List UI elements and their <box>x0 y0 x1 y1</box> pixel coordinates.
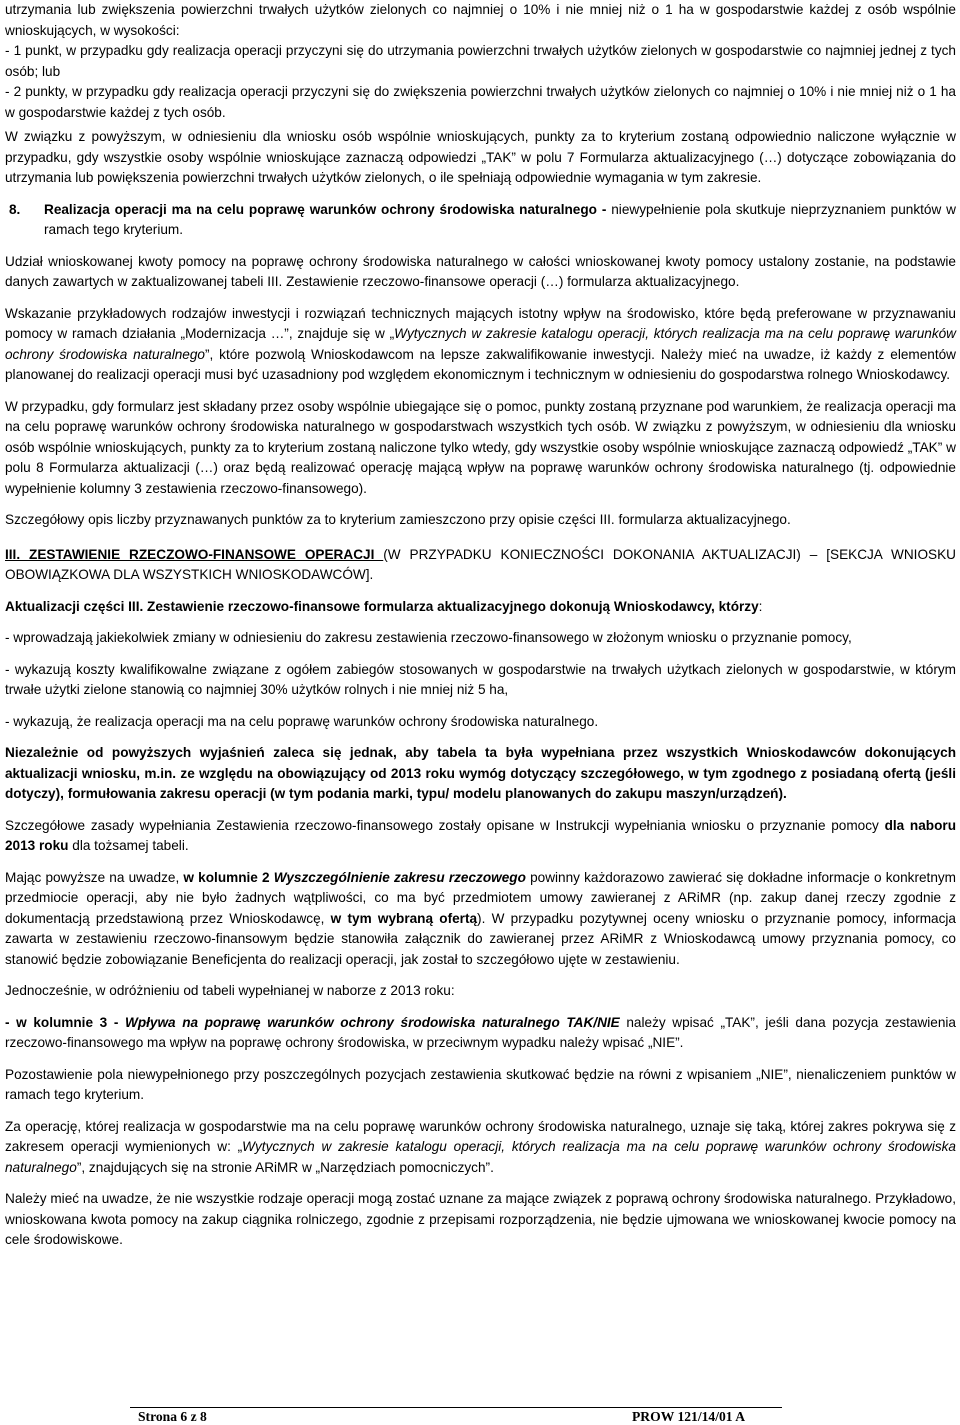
paragraph-majac <box>5 868 956 971</box>
column-title: Wpływa na poprawę warunków ochrony środowiska naturalnego TAK/NIE <box>124 1014 620 1030</box>
bullet-item: - wykazują koszty kwalifikowalne związane z ogółem zabiegów stosowanych w gospodarstwie na trwałych użytkach zielonych w gospodarstwie, w którym trwałe użytki zielone stanowią co najmniej 30% użytków rolnych i nie mniej niż 5 ha, <box>5 661 956 697</box>
bullet-item: - wykazują, że realizacja operacji ma na celu poprawę warunków ochrony środowiska naturalnego. <box>5 713 599 729</box>
paragraph-za-operacje <box>5 1117 956 1179</box>
text-run: - w kolumnie 3 - <box>5 1014 125 1030</box>
text-run: ). W przypadku pozytywnej oceny wniosku o przyznanie pomocy, informacja zawarta w zestawieniu rzeczowo-finansowym będzie stanowiła załącznik do zawieranej przez ARiMR z Wnioskodawcą umowy przyznania pomocy, co stanowić będzie zobowiązanie Beneficjenta do realizacji operacji, jak został to szczegółowo ujęte w zestawieniu. <box>5 910 956 967</box>
page-number: Strona 6 z 8 <box>138 1409 207 1424</box>
text-run: Wskazanie przykładowych rodzajów inwestycji i rozwiązań technicznych mających istotny wpływ na środowisko, które będą preferowane w przyznawaniu pomocy w ramach działania „Modernizacja …”, znajduje się w „ <box>5 305 956 341</box>
text-run: ”, które pozwolą Wnioskodawcom na lepsze zakwalifikowanie inwestycji. Należy mieć na uwadze, iż każdy z elementów planowanej do realizacji operacji musi być uzasadniony pod względem ekonomicznym i technicznym w odniesieniu do gospodarstwa rolnego Wnioskodawcy. <box>5 346 956 382</box>
text-run: ”, znajdujących się na stronie ARiMR w „Narzędziach pomocniczych”. <box>76 1159 494 1175</box>
paragraph-jednoczesnie: Jednocześnie, w odróżnieniu od tabeli wypełnianej w naborze z 2013 roku: <box>5 983 455 998</box>
intro-line: utrzymania lub zwiększenia powierzchni trwałych użytków zielonych co najmniej o 10% i nie mniej niż o 1 ha w gospodarstwie każdej z osób wspólnie wnioskujących, w wysokości: <box>5 2 956 38</box>
footer-divider <box>130 1407 782 1408</box>
text-run: : <box>758 598 763 614</box>
section-heading-3 <box>5 545 956 586</box>
criterion-title: Realizacja operacji ma na celu poprawę warunków ochrony środowiska naturalnego - <box>44 201 607 217</box>
section-title: III. ZESTAWIENIE RZECZOWO-FINANSOWE OPERACJI <box>5 546 384 562</box>
criterion-8 <box>5 200 956 241</box>
paragraph-joint-applicants: W związku z powyższym, w odniesieniu dla wniosku osób wspólnie wnioskujących, punkty za to kryterium zostaną odpowiednio naliczone wyłącznie w przypadku, gdy wszystkie osoby wspólnie wnioskujące zaznaczą odpowiedzi „TAK” w polu 7 Formularza aktualizacyjnego (…) dotyczące zobowiązania do utrzymania lub powiększenia powierzchni trwałych użytków zielonych, o ile spełniają odpowiednie wymagania w tym zakresie. <box>5 129 956 185</box>
paragraph-aktualizacji <box>5 597 956 618</box>
paragraph-nalezy: Należy mieć na uwadze, że nie wszystkie rodzaje operacji mogą zostać uznane za mające związek z poprawą ochrony środowiska naturalnego. Przykładowo, wnioskowana kwota pomocy na zakup ciągnika rolniczego, zgodnie z przepisami rozporządzenia, nie będzie ujmowana we wnioskowanej kwocie pomocy na cele środowiskowe. <box>5 1191 956 1247</box>
text-run: powinny każdorazowo zawierać się dokładne informacje o konkretnym przedmiocie operacji, aby nie było żadnych wątpliwości, co ma być przedmiotem umowy zawieranej z ARiMR (np. zakup danej rzeczy zgodnie z dokumentacją przedstawioną przez Wnioskodawcę, <box>5 869 956 926</box>
text-run: w kolumnie 2 <box>183 869 274 885</box>
intro-block <box>5 0 956 123</box>
document-code: PROW 121/14/01 A <box>632 1409 746 1424</box>
text-run: w tym wybraną ofertą <box>330 910 478 926</box>
text-run: Aktualizacji części III. Zestawienie rzeczowo-finansowe formularza aktualizacyjnego dokonują Wnioskodawcy, którzy <box>5 598 759 614</box>
intro-option-1: - 1 punkt, w przypadku gdy realizacja operacji przyczyni się do utrzymania powierzchni trwałych użytków zielonych w gospodarstwie co najmniej jednej z tych osób; lub <box>5 43 956 79</box>
document-page <box>5 0 956 1251</box>
criterion-number: 8. <box>9 201 21 217</box>
paragraph-udzial: Udział wnioskowanej kwoty pomocy na poprawę ochrony środowiska naturalnego w całości wnioskowanej kwoty pomocy ustalony zostanie, na podstawie danych zawartych w zaktualizowanej tabeli III. Zestawienie rzeczowo-finansowe operacji (…) formularza aktualizacyjnego. <box>5 253 956 289</box>
text-run: Mając powyższe na uwadze, <box>5 869 184 885</box>
text-run: Za operację, której realizacja w gospodarstwie ma na celu poprawę warunków ochrony środowiska naturalnego, uznaje się taką, której zakres pokrywa się z zakresem operacji wymienionych w: „ <box>5 1118 956 1154</box>
column-title: Wyszczególnienie zakresu rzeczowego <box>273 869 526 885</box>
section-subtitle: (W PRZYPADKU KONIECZNOŚCI DOKONANIA AKTUALIZACJI) – [SEKCJA WNIOSKU OBOWIĄZKOWA DLA WSZYSTKICH WNIOSKODAWCÓW]. <box>5 546 956 582</box>
text-run: Szczegółowe zasady wypełniania Zestawienia rzeczowo-finansowego zostały opisane w Instrukcji wypełniania wniosku o przyznanie pomocy <box>5 817 885 833</box>
text-run: należy wpisać „TAK”, jeśli dana pozycja zestawienia rzeczowo-finansowego ma wpływ na poprawę ochrony środowiska, w przeciwnym wypadku należy wpisać „NIE”. <box>5 1014 956 1050</box>
paragraph-niezaleznie: Niezależnie od powyższych wyjaśnień zaleca się jednak, aby tabela ta była wypełniana przez wszystkich Wnioskodawców dokonujących aktualizacji wniosku, m.in. ze względu na obowiązujący od 2013 roku wymóg dotyczący szczegółowego, w tym zgodnego z posiadaną ofertą (jeśli dotyczy), formułowania zakresu operacji (w tym podania marki, typu/ modelu planowanych do zakupu maszyn/urządzeń). <box>5 745 956 801</box>
paragraph-szczegolowy: Szczegółowy opis liczby przyznawanych punktów za to kryterium zamieszczono przy opisie części III. formularza aktualizacyjnego. <box>5 512 791 527</box>
paragraph-zasady <box>5 816 956 857</box>
intro-option-2: - 2 punkty, w przypadku gdy realizacja operacji przyczyni się do zwiększenia powierzchni trwałych użytków zielonych co najmniej o 10% i nie mniej niż o 1 ha w gospodarstwie każdej z tych osób. <box>5 84 956 120</box>
paragraph-pozostawienie: Pozostawienie pola niewypełnionego przy poszczególnych pozycjach zestawienia skutkować będzie na równi z wpisaniem „NIE”, nienaliczeniem punktów w ramach tego kryterium. <box>5 1066 956 1102</box>
guidelines-title: Wytycznych w zakresie katalogu operacji, których realizacja ma na celu poprawę warunków ochrony środowiska naturalnego <box>5 1139 956 1175</box>
paragraph-formularz: W przypadku, gdy formularz jest składany przez osoby wspólnie ubiegające się o pomoc, punkty zostaną przyznane pod warunkiem, że realizacja operacji ma na celu poprawę warunków ochrony środowiska naturalnego w gospodarstwach wszystkich tych osób. W związku z powyższym, w odniesieniu dla wniosku osób wspólnie wnioskujących, punkty za to kryterium zostaną naliczone tylko wtedy, gdy wszystkie osoby wspólnie wnioskujące zaznaczą odpowiedź „TAK” w polu 8 Formularza aktualizacji (…) oraz będą realizować operację mającą wpływ na poprawę warunków ochrony środowiska naturalnego (tj. odpowiednie wypełnienie kolumny 3 zestawienia rzeczowo-finansowego). <box>5 398 956 496</box>
guidelines-title: Wytycznych w zakresie katalogu operacji, których realizacja ma na celu poprawę warunków ochrony środowiska naturalnego <box>5 326 956 362</box>
criterion-description: niewypełnienie pola skutkuje nieprzyznaniem punktów w ramach tego kryterium. <box>44 201 956 237</box>
text-run: dla naboru 2013 roku <box>5 817 956 853</box>
text-run: dla tożsamej tabeli. <box>68 838 189 853</box>
paragraph-kolumna-3 <box>5 1013 956 1054</box>
bullet-item: - wprowadzają jakiekolwiek zmiany w odniesieniu do zakresu zestawienia rzeczowo-finansowego w złożonym wniosku o przyznanie pomocy, <box>5 630 852 645</box>
paragraph-wskazanie <box>5 304 956 386</box>
